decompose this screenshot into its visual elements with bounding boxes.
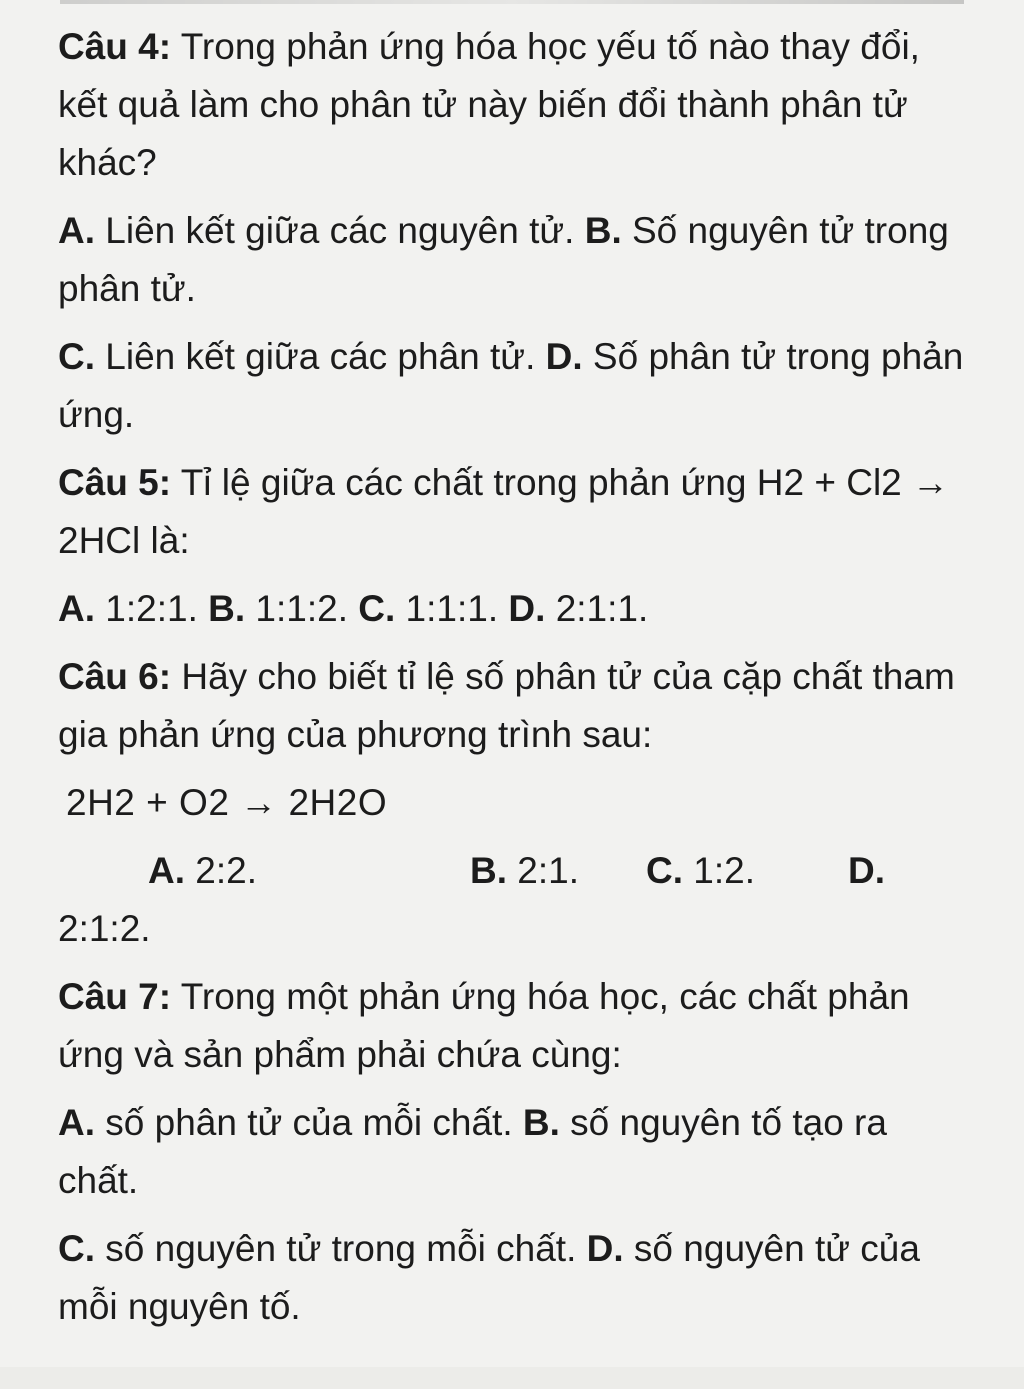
q5-option-c-label: C. <box>358 588 396 629</box>
q6-option-b-text: 2:1. <box>507 850 579 891</box>
question-7-text: Trong một phản ứng hóa học, các chất phản ứng và sản phẩm phải chứa cùng: <box>58 976 910 1075</box>
question-5 <box>58 454 973 570</box>
q5-option-a-label: A. <box>58 588 95 629</box>
q7-option-a-text: số phân tử của mỗi chất. <box>95 1102 523 1143</box>
question-4-options-cd <box>58 328 973 444</box>
q7-option-b-label: B. <box>522 1102 560 1143</box>
q7-option-d-text: số nguyên tử của mỗi nguyên tố. <box>58 1228 920 1327</box>
q4-option-d-label: D. <box>545 336 583 377</box>
q5-option-a-text: 1:2:1. <box>95 588 209 629</box>
question-4 <box>58 18 973 192</box>
question-6-equation: 2H2 + O2 → 2H2O <box>66 782 388 823</box>
q6-option-c-label: C. <box>646 850 683 891</box>
q7-option-b-text: số nguyên tố tạo ra chất. <box>58 1102 887 1201</box>
question-7-options-cd <box>58 1220 973 1336</box>
q7-option-c-label: C. <box>58 1228 95 1269</box>
q4-option-a-label: A. <box>58 210 95 251</box>
q6-option-a <box>148 842 257 900</box>
question-7 <box>58 968 973 1084</box>
q4-option-a-text: Liên kết giữa các nguyên tử. <box>95 210 585 251</box>
q6-option-d <box>848 842 885 900</box>
question-7-label: Câu 7: <box>58 976 172 1017</box>
question-6-label: Câu 6: <box>58 656 172 697</box>
q5-option-b-label: B. <box>208 588 246 629</box>
q4-option-b-text: Số nguyên tử trong phân tử. <box>58 210 949 309</box>
question-5-options <box>58 580 973 638</box>
q6-option-c <box>646 842 755 900</box>
q5-option-c-text: 1:1:1. <box>395 588 509 629</box>
q7-option-d-label: D. <box>586 1228 624 1269</box>
q5-option-d-label: D. <box>508 588 546 629</box>
q6-option-a-text: 2:2. <box>185 850 257 891</box>
document-body <box>58 18 973 1346</box>
question-6-options-row <box>58 842 973 900</box>
bottom-edge-shade <box>0 1367 1024 1389</box>
q4-option-c-text: Liên kết giữa các phân tử. <box>95 336 546 377</box>
question-6 <box>58 648 973 764</box>
top-edge-shadow <box>60 0 964 4</box>
question-5-label: Câu 5: <box>58 462 172 503</box>
q5-option-b-text: 1:1:2. <box>245 588 359 629</box>
question-5-text: Tỉ lệ giữa các chất trong phản ứng H2 + Cl2 → 2HCl là: <box>58 462 950 561</box>
question-4-label: Câu 4: <box>58 26 172 67</box>
q4-option-d-text: Số phân tử trong phản ứng. <box>58 336 964 435</box>
question-4-options-ab <box>58 202 973 318</box>
q5-option-d-text: 2:1:1. <box>545 588 649 629</box>
q4-option-b-label: B. <box>584 210 622 251</box>
question-6-text: Hãy cho biết tỉ lệ số phân tử của cặp chất tham gia phản ứng của phương trình sau: <box>58 656 955 755</box>
q6-option-c-text: 1:2. <box>683 850 755 891</box>
q6-option-a-label: A. <box>148 850 185 891</box>
q6-option-d-label: D. <box>848 850 885 891</box>
q6-option-b <box>470 842 579 900</box>
q6-option-b-label: B. <box>470 850 507 891</box>
question-7-options-ab <box>58 1094 973 1210</box>
q4-option-c-label: C. <box>58 336 95 377</box>
q7-option-a-label: A. <box>58 1102 95 1143</box>
q6-option-d-text: 2:1:2. <box>58 908 151 949</box>
q7-option-c-text: số nguyên tử trong mỗi chất. <box>95 1228 587 1269</box>
question-4-text: Trong phản ứng hóa học yếu tố nào thay đổi, kết quả làm cho phân tử này biến đổi thành phân tử khác? <box>58 26 920 183</box>
